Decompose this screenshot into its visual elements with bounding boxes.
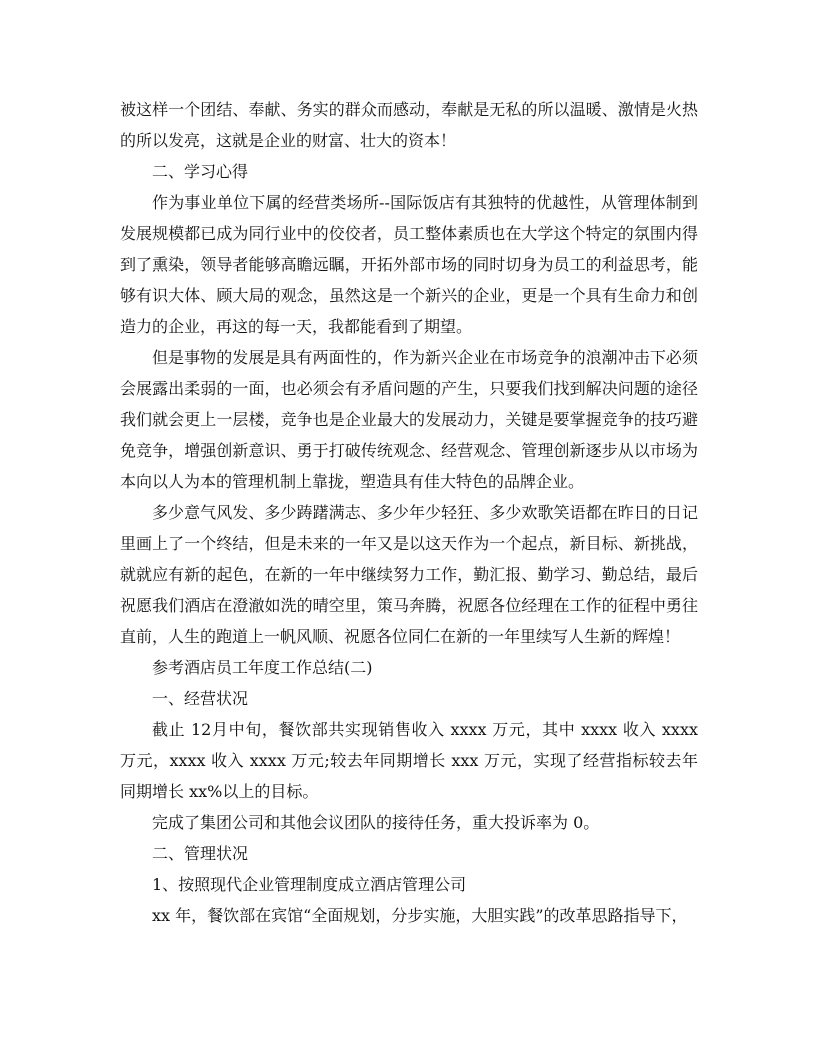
- paragraph-1: 被这样一个团结、奉献、务实的群众而感动，奉献是无私的所以温暖、激情是火热的所以发亮，这就是企业的财富、壮大的资本！: [120, 100, 698, 150]
- document-subtitle: 参考酒店员工年度工作总结(二): [152, 658, 373, 677]
- paragraph-3: 但是事物的发展是具有两面性的，作为新兴企业在市场竞争的浪潮冲击下必须会展露出柔弱的一面，也必须会有矛盾问题的产生，只要我们找到解决问题的途径我们就会更上一层楼，竞争也是企业最大的发展动力，关键是要掌握竞争的技巧避免竞争，增强创新意识、勇于打破传统观念、经营观念、管理创新逐步从以市场为本向以人为本的管理机制上靠拢，塑造具有佳大特色的品牌企业。: [120, 348, 698, 491]
- section-heading-operations: 一、经营状况: [152, 689, 249, 708]
- paragraph-6: 完成了集团公司和其他会议团队的接待任务，重大投诉率为 0。: [152, 813, 600, 832]
- paragraph-7: xx 年，餐饮部在宾馆“全面规划，分步实施，大胆实践”的改革思路指导下，: [152, 906, 688, 925]
- section-heading-study: 二、学习心得: [152, 162, 249, 181]
- paragraph-2: 作为事业单位下属的经营类场所--国际饭店有其独特的优越性，从管理体制到发展规模都已成为同行业中的佼佼者，员工整体素质也在大学这个特定的氛围内得到了熏染，领导者能够高瞻远瞩，开拓外部市场的同时切身为员工的利益思考，能够有识大体、顾大局的观念，虽然这是一个新兴的企业，更是一个具有生命力和创造力的企业，再这的每一天，我都能看到了期望。: [120, 193, 698, 336]
- document-page: [120, 94, 698, 931]
- section-heading-management: 二、管理状况: [152, 844, 249, 863]
- paragraph-4: 多少意气风发、多少踌躇满志、多少年少轻狂、多少欢歌笑语都在昨日的日记里画上了一个终结，但是未来的一年又是以这天作为一个起点，新目标、新挑战，就就应有新的起色，在新的一年中继续努力工作，勤汇报、勤学习、勤总结，最后祝愿我们酒店在澄澈如洗的晴空里，策马奔腾，祝愿各位经理在工作的征程中勇往直前，人生的跑道上一帆风顺、祝愿各位同仁在新的一年里续写人生新的辉煌！: [120, 503, 698, 646]
- subsection-heading-1: 1、按照现代企业管理制度成立酒店管理公司: [152, 875, 467, 894]
- paragraph-5: 截止 12月中旬，餐饮部共实现销售收入 xxxx 万元，其中 xxxx 收入 xxxx 万元，xxxx 收入 xxxx 万元;较去年同期增长 xxx 万元，实现了经营指标较去年同期增长 xx%以上的目标。: [120, 720, 698, 801]
